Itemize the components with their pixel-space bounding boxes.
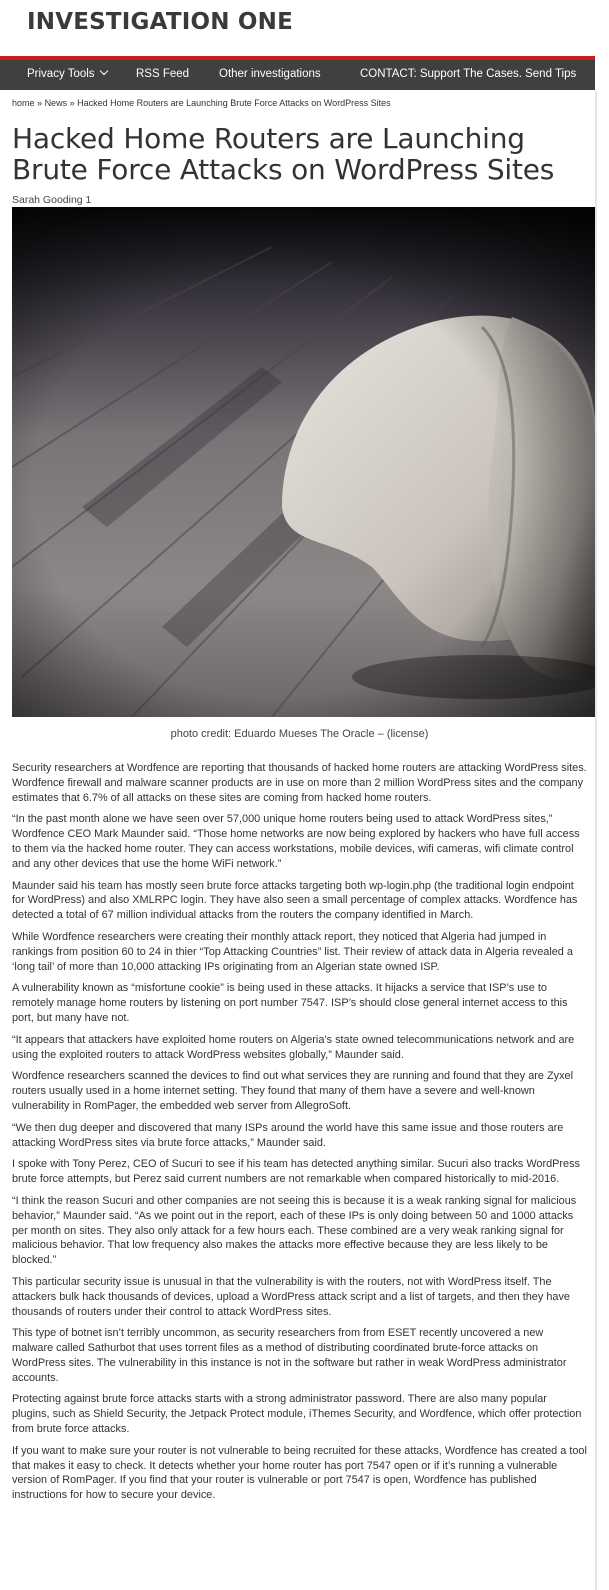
article-paragraph: This particular security issue is unusual in that the vulnerability is with the routers, not with WordPress itself. The attackers bulk hack thousands of devices, upload a WordPress attack script and a list of targets, and then they have thousands of routers under their control to attack WordPress sites. xyxy=(12,1275,570,1318)
article-paragraph: Security researchers at Wordfence are reporting that thousands of hacked home routers are attacking WordPress sites. Wordfence firewall and malware scanner products are in use on more than 2 million WordPress sites and the company estimates that 6.7% of all attacks on these sites are coming from hacked home routers. xyxy=(12,762,587,804)
article-body xyxy=(12,761,587,1510)
chevron-down-icon[interactable] xyxy=(99,67,107,75)
nav-item-rss-feed[interactable]: RSS Feed xyxy=(136,68,190,80)
breadcrumb-separator: » xyxy=(69,98,75,108)
content-right-border xyxy=(595,91,597,1590)
breadcrumb xyxy=(12,98,391,108)
article-paragraph: I spoke with Tony Perez, CEO of Sucuri to see if his team has detected anything similar. Sucuri also tracks WordPress brute force attempts, but Perez said current numbers are not remarkable when compared historically to mid-2016. xyxy=(12,1158,580,1186)
article-paragraph: Wordfence researchers scanned the devices to find out what services they are running and found that they are Zyxel routers usually used in a home internet setting. They found that many of them have a severe and well-known vulnerability in RomPager, the embedded web server from AllegroSoft. xyxy=(12,1070,573,1112)
featured-image xyxy=(12,207,595,717)
article-paragraph: A vulnerability known as “misfortune cookie” is being used in these attacks. It hijacks a service that ISP’s use to remotely manage home routers by listening on port number 7547. ISP’s should close general internet access to this port, but many have not. xyxy=(12,982,568,1024)
article-paragraph: If you want to make sure your router is not vulnerable to being recruited for these attacks, Wordfence has created a tool that makes it easy to check. It detects whether your home router has port 7547 open or if it’s running a vulnerable version of RomPager. If you find that your router is vulnerable or port 7547 is open, Wordfence has published instructions for how to secure your device. xyxy=(12,1444,587,1502)
nav-item-label: Privacy Tools xyxy=(27,68,95,80)
nav-item-privacy-tools[interactable] xyxy=(27,68,107,80)
nav-item-other-investigations[interactable]: Other investigations xyxy=(219,68,321,80)
breadcrumb-home-link[interactable]: home xyxy=(12,98,35,108)
breadcrumb-news-link[interactable]: News xyxy=(44,98,68,108)
article-paragraph: While Wordfence researchers were creating their monthly attack report, they noticed that Algeria had jumped in rankings from position 60 to 24 in thier “Top Attacking Countries” list. Their review of attack data in Algeria revealed a ‘long tail’ of more than 10,000 attacking IPs originating from an Algerian state owned ISP. xyxy=(12,930,573,973)
article-paragraph: “I think the reason Sucuri and other companies are not seeing this is because it is a weak ranking signal for malicious behavior,” Maunder said. “As we point out in the report, each of these IPs is only doing between 50 and 1000 attacks per month on sites. They also only attack for a few hours each. These combined are a very weak ranking signal for malicious behavior. That low frequency also makes the attacks more effective because they are less likely to be blocked.” xyxy=(12,1194,577,1267)
article-paragraph: Protecting against brute force attacks starts with a strong administrator password. There are also many popular plugins, such as Shield Security, the Jetpack Protect module, iThemes Security, and Wordfence, which offer protection from brute force attacks. xyxy=(12,1393,582,1436)
article-paragraph: “In the past month alone we have seen over 57,000 unique home routers being used to attack WordPress sites,” Wordfence CEO Mark Maunder said. “Those home networks are now being explored by hackers who have full access to them via the hacked home router. They can access workstations, mobile devices, wifi cameras, wifi climate control and any other devices that use the home WiFi network.” xyxy=(12,813,580,870)
fortune-cookie-image xyxy=(12,207,595,717)
article-paragraph: “It appears that attackers have exploited home routers on Algeria’s state owned telecommunications network and are using the exploited routers to attack WordPress websites globally,” Maunder said. xyxy=(12,1033,575,1061)
image-caption: photo credit: Eduardo Mueses The Oracle – (license) xyxy=(170,728,429,740)
article-paragraph: “We then dug deeper and discovered that many ISPs around the world have this same issue and those routers are attacking WordPress sites via brute force attacks,” Maunder said. xyxy=(12,1121,564,1149)
nav-item-contact[interactable]: CONTACT: Support The Cases. Send Tips xyxy=(360,68,577,80)
breadcrumb-separator: » xyxy=(37,98,43,108)
post-title: Hacked Home Routers are Launching Brute Force Attacks on WordPress Sites xyxy=(12,122,555,186)
article-paragraph: Maunder said his team has mostly seen brute force attacks targeting both wp-login.php (the traditional login endpoint for WordPress) and also XMLRPC login. They have also seen a small percentage of complex attacks. Wordfence has detected a total of 67 million individual attacks from the routers the company identified in March. xyxy=(12,879,578,922)
site-title[interactable]: INVESTIGATION ONE xyxy=(27,9,293,35)
breadcrumb-current: Hacked Home Routers are Launching Brute Force Attacks on WordPress Sites xyxy=(77,98,391,108)
article-paragraph: This type of botnet isn’t terribly uncommon, as security researchers from from ESET recently uncovered a new malware called Sathurbot that uses torrent files as a method of distributing coordinated brute-force attacks on WordPress sites. The vulnerability in this instance is not in the software but rather in weak WordPress administrator accounts. xyxy=(12,1327,567,1384)
site-header xyxy=(0,0,609,56)
main-nav xyxy=(0,60,595,90)
post-author[interactable]: Sarah Gooding 1 xyxy=(12,194,92,206)
